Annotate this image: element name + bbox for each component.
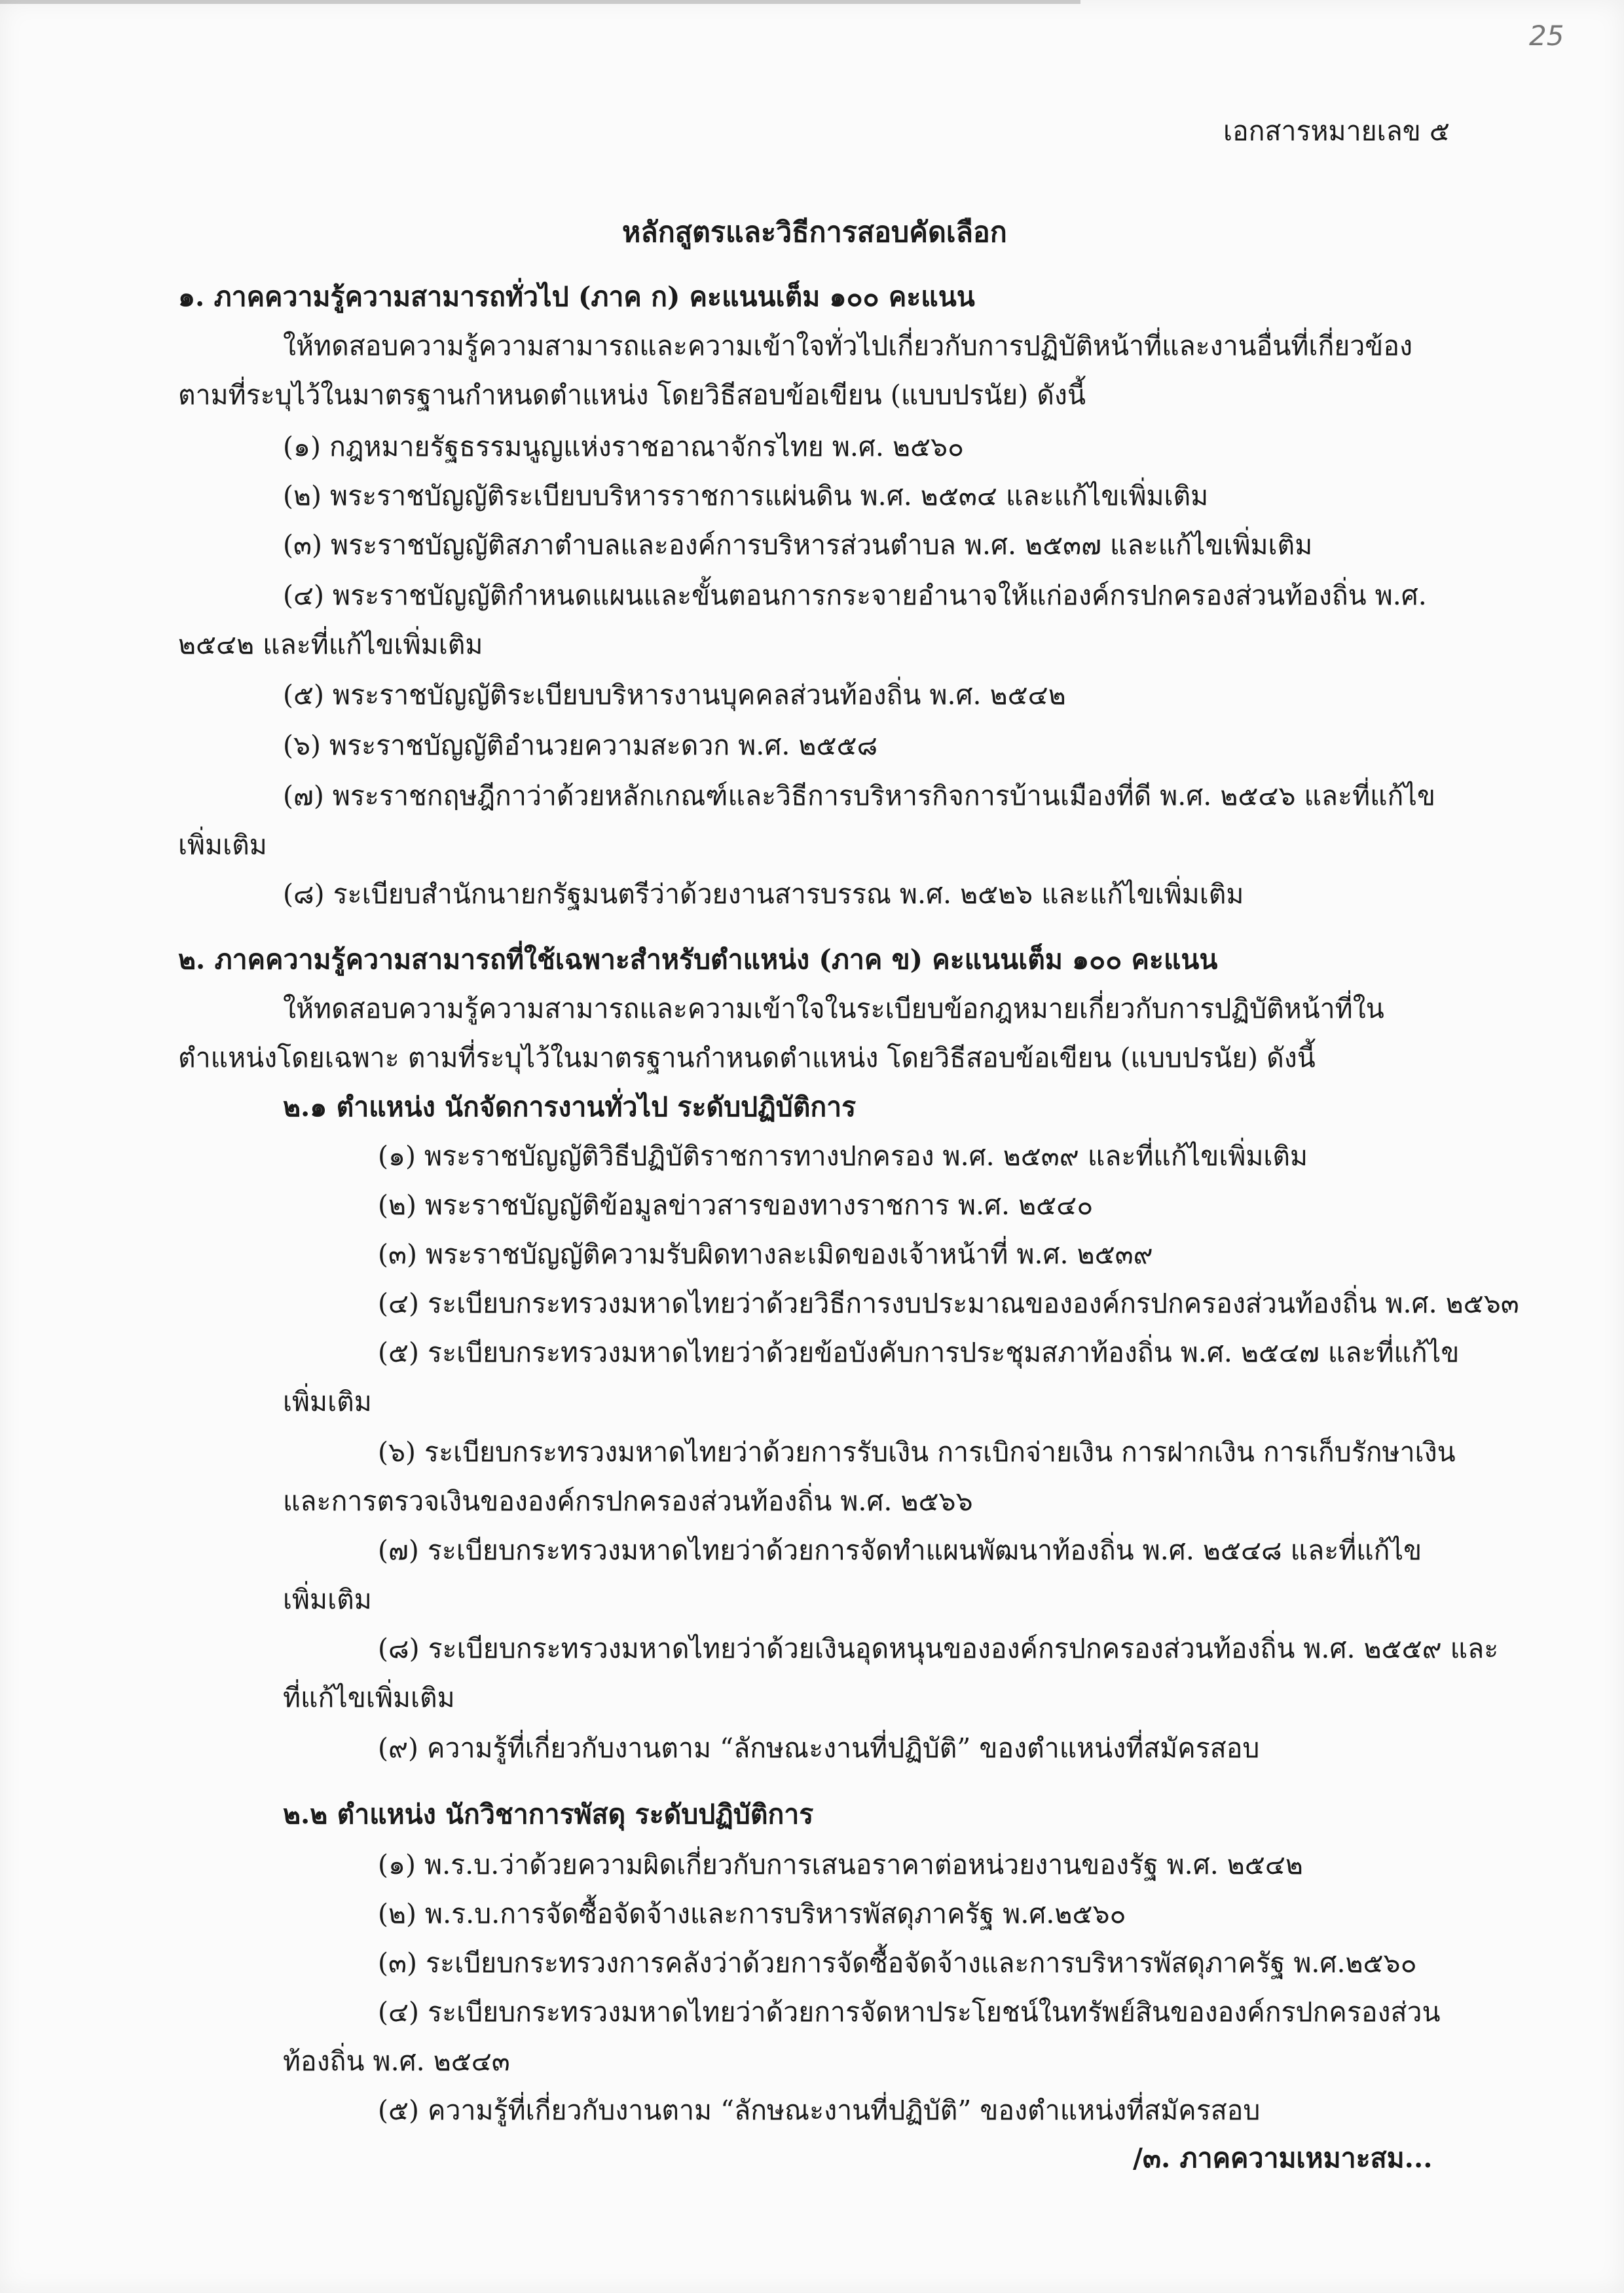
section1-item: (๖) พระราชบัญญัติอำนวยความสะดวก พ.ศ. ๒๕๕๘ <box>283 730 878 761</box>
section1-intro-line2: ตามที่ระบุไว้ในมาตรฐานกำหนดตำแหน่ง โดยวิธีสอบข้อเขียน (แบบปรนัย) ดังนี้ <box>178 379 1086 411</box>
section2-intro-line2: ตำแหน่งโดยเฉพาะ ตามที่ระบุไว้ในมาตรฐานกำหนดตำแหน่ง โดยวิธีสอบข้อเขียน (แบบปรนัย) ดังนี้ <box>178 1042 1316 1073</box>
section2-1-item: (๔) ระเบียบกระทรวงมหาดไทยว่าด้วยวิธีการงบประมาณขององค์กรปกครองส่วนท้องถิ่น พ.ศ. ๒๕๖๓ <box>378 1288 1519 1319</box>
section2-2-item: (๓) ระเบียบกระทรวงการคลังว่าด้วยการจัดซื้อจัดจ้างและการบริหารพัสดุภาครัฐ พ.ศ.๒๕๖๐ <box>378 1947 1417 1979</box>
section2-1-item-cont: และการตรวจเงินขององค์กรปกครองส่วนท้องถิ่น พ.ศ. ๒๕๖๖ <box>283 1485 973 1517</box>
section1-item: (๕) พระราชบัญญัติระเบียบบริหารงานบุคคลส่วนท้องถิ่น พ.ศ. ๒๕๔๒ <box>283 679 1066 711</box>
section1-item-cont: เพิ่มเติม <box>178 829 267 861</box>
section2-2-item: (๑) พ.ร.บ.ว่าด้วยความผิดเกี่ยวกับการเสนอราคาต่อหน่วยงานของรัฐ พ.ศ. ๒๕๔๒ <box>378 1849 1303 1880</box>
section2-2-item: (๔) ระเบียบกระทรวงมหาดไทยว่าด้วยการจัดหาประโยชน์ในทรัพย์สินขององค์กรปกครองส่วน <box>378 1996 1441 2028</box>
section1-item: (๒) พระราชบัญญัติระเบียบบริหารราชการแผ่นดิน พ.ศ. ๒๕๓๔ และแก้ไขเพิ่มเติม <box>283 480 1209 512</box>
section2-1-item: (๓) พระราชบัญญัติความรับผิดทางละเมิดของเจ้าหน้าที่ พ.ศ. ๒๕๓๙ <box>378 1239 1153 1270</box>
section1-item-cont: ๒๕๔๒ และที่แก้ไขเพิ่มเติม <box>178 629 483 660</box>
section1-item: (๑) กฎหมายรัฐธรรมนูญแห่งราชอาณาจักรไทย พ.ศ. ๒๕๖๐ <box>283 431 965 462</box>
section2-1-item-cont: ที่แก้ไขเพิ่มเติม <box>283 1682 455 1713</box>
section2-1-item: (๙) ความรู้ที่เกี่ยวกับงานตาม “ลักษณะงานที่ปฏิบัติ” ของตำแหน่งที่สมัครสอบ <box>378 1732 1260 1764</box>
section2-1-item: (๘) ระเบียบกระทรวงมหาดไทยว่าด้วยเงินอุดหนุนขององค์กรปกครองส่วนท้องถิ่น พ.ศ. ๒๕๕๙ และ <box>378 1633 1499 1664</box>
section2-1-item: (๒) พระราชบัญญัติข้อมูลข่าวสารของทางราชการ พ.ศ. ๒๕๔๐ <box>378 1189 1094 1221</box>
section2-1-item: (๖) ระเบียบกระทรวงมหาดไทยว่าด้วยการรับเงิน การเบิกจ่ายเงิน การฝากเงิน การเก็บรักษาเงิน <box>378 1436 1456 1468</box>
section1-intro-line1: ให้ทดสอบความรู้ความสามารถและความเข้าใจทั่วไปเกี่ยวกับการปฏิบัติหน้าที่และงานอื่นที่เกี่ยวข้อง <box>283 330 1412 362</box>
section1-item: (๘) ระเบียบสำนักนายกรัฐมนตรีว่าด้วยงานสารบรรณ พ.ศ. ๒๕๒๖ และแก้ไขเพิ่มเติม <box>283 878 1244 910</box>
document-label: เอกสารหมายเลข ๕ <box>1223 115 1450 147</box>
section2-2-item: (๕) ความรู้ที่เกี่ยวกับงานตาม “ลักษณะงานที่ปฏิบัติ” ของตำแหน่งที่สมัครสอบ <box>378 2095 1261 2126</box>
section2-1-item: (๗) ระเบียบกระทรวงมหาดไทยว่าด้วยการจัดทำแผนพัฒนาท้องถิ่น พ.ศ. ๒๕๔๘ และที่แก้ไข <box>378 1535 1422 1566</box>
section1-heading: ๑. ภาคความรู้ความสามารถทั่วไป (ภาค ก) คะแนนเต็ม ๑๐๐ คะแนน <box>178 281 975 312</box>
section2-intro-line1: ให้ทดสอบความรู้ความสามารถและความเข้าใจในระเบียบข้อกฎหมายเกี่ยวกับการปฏิบัติหน้าที่ใน <box>283 993 1384 1024</box>
section2-1-item: (๕) ระเบียบกระทรวงมหาดไทยว่าด้วยข้อบังคับการประชุมสภาท้องถิ่น พ.ศ. ๒๕๔๗ และที่แก้ไข <box>378 1337 1460 1368</box>
section2-2-heading: ๒.๒ ตำแหน่ง นักวิชาการพัสดุ ระดับปฏิบัติการ <box>283 1799 814 1830</box>
section1-item: (๗) พระราชกฤษฎีกาว่าด้วยหลักเกณฑ์และวิธีการบริหารกิจการบ้านเมืองที่ดี พ.ศ. ๒๕๔๖ และที่แก้ไข <box>283 780 1435 811</box>
page-title: หลักสูตรและวิธีการสอบคัดเลือก <box>622 216 1007 249</box>
section1-item: (๓) พระราชบัญญัติสภาตำบลและองค์การบริหารส่วนตำบล พ.ศ. ๒๕๓๗ และแก้ไขเพิ่มเติม <box>283 529 1313 561</box>
section1-item: (๔) พระราชบัญญัติกำหนดแผนและขั้นตอนการกระจายอำนาจให้แก่องค์กรปกครองส่วนท้องถิ่น พ.ศ. <box>283 580 1427 611</box>
section2-1-item-cont: เพิ่มเติม <box>283 1584 372 1615</box>
section2-1-item-cont: เพิ่มเติม <box>283 1386 372 1417</box>
section2-heading: ๒. ภาคความรู้ความสามารถที่ใช้เฉพาะสำหรับตำแหน่ง (ภาค ข) คะแนนเต็ม ๑๐๐ คะแนน <box>178 944 1218 975</box>
section2-2-item: (๒) พ.ร.บ.การจัดซื้อจัดจ้างและการบริหารพัสดุภาครัฐ พ.ศ.๒๕๖๐ <box>378 1898 1126 1929</box>
continuation-footer: /๓. ภาคความเหมาะสม... <box>1133 2142 1433 2174</box>
scan-edge-mark <box>0 0 1080 4</box>
section2-1-item: (๑) พระราชบัญญัติวิธีปฏิบัติราชการทางปกครอง พ.ศ. ๒๕๓๙ และที่แก้ไขเพิ่มเติม <box>378 1140 1308 1172</box>
section2-2-item-cont: ท้องถิ่น พ.ศ. ๒๕๔๓ <box>283 2045 510 2077</box>
section2-1-heading: ๒.๑ ตำแหน่ง นักจัดการงานทั่วไป ระดับปฏิบัติการ <box>283 1091 857 1123</box>
handwritten-page-number: 25 <box>1529 20 1564 52</box>
